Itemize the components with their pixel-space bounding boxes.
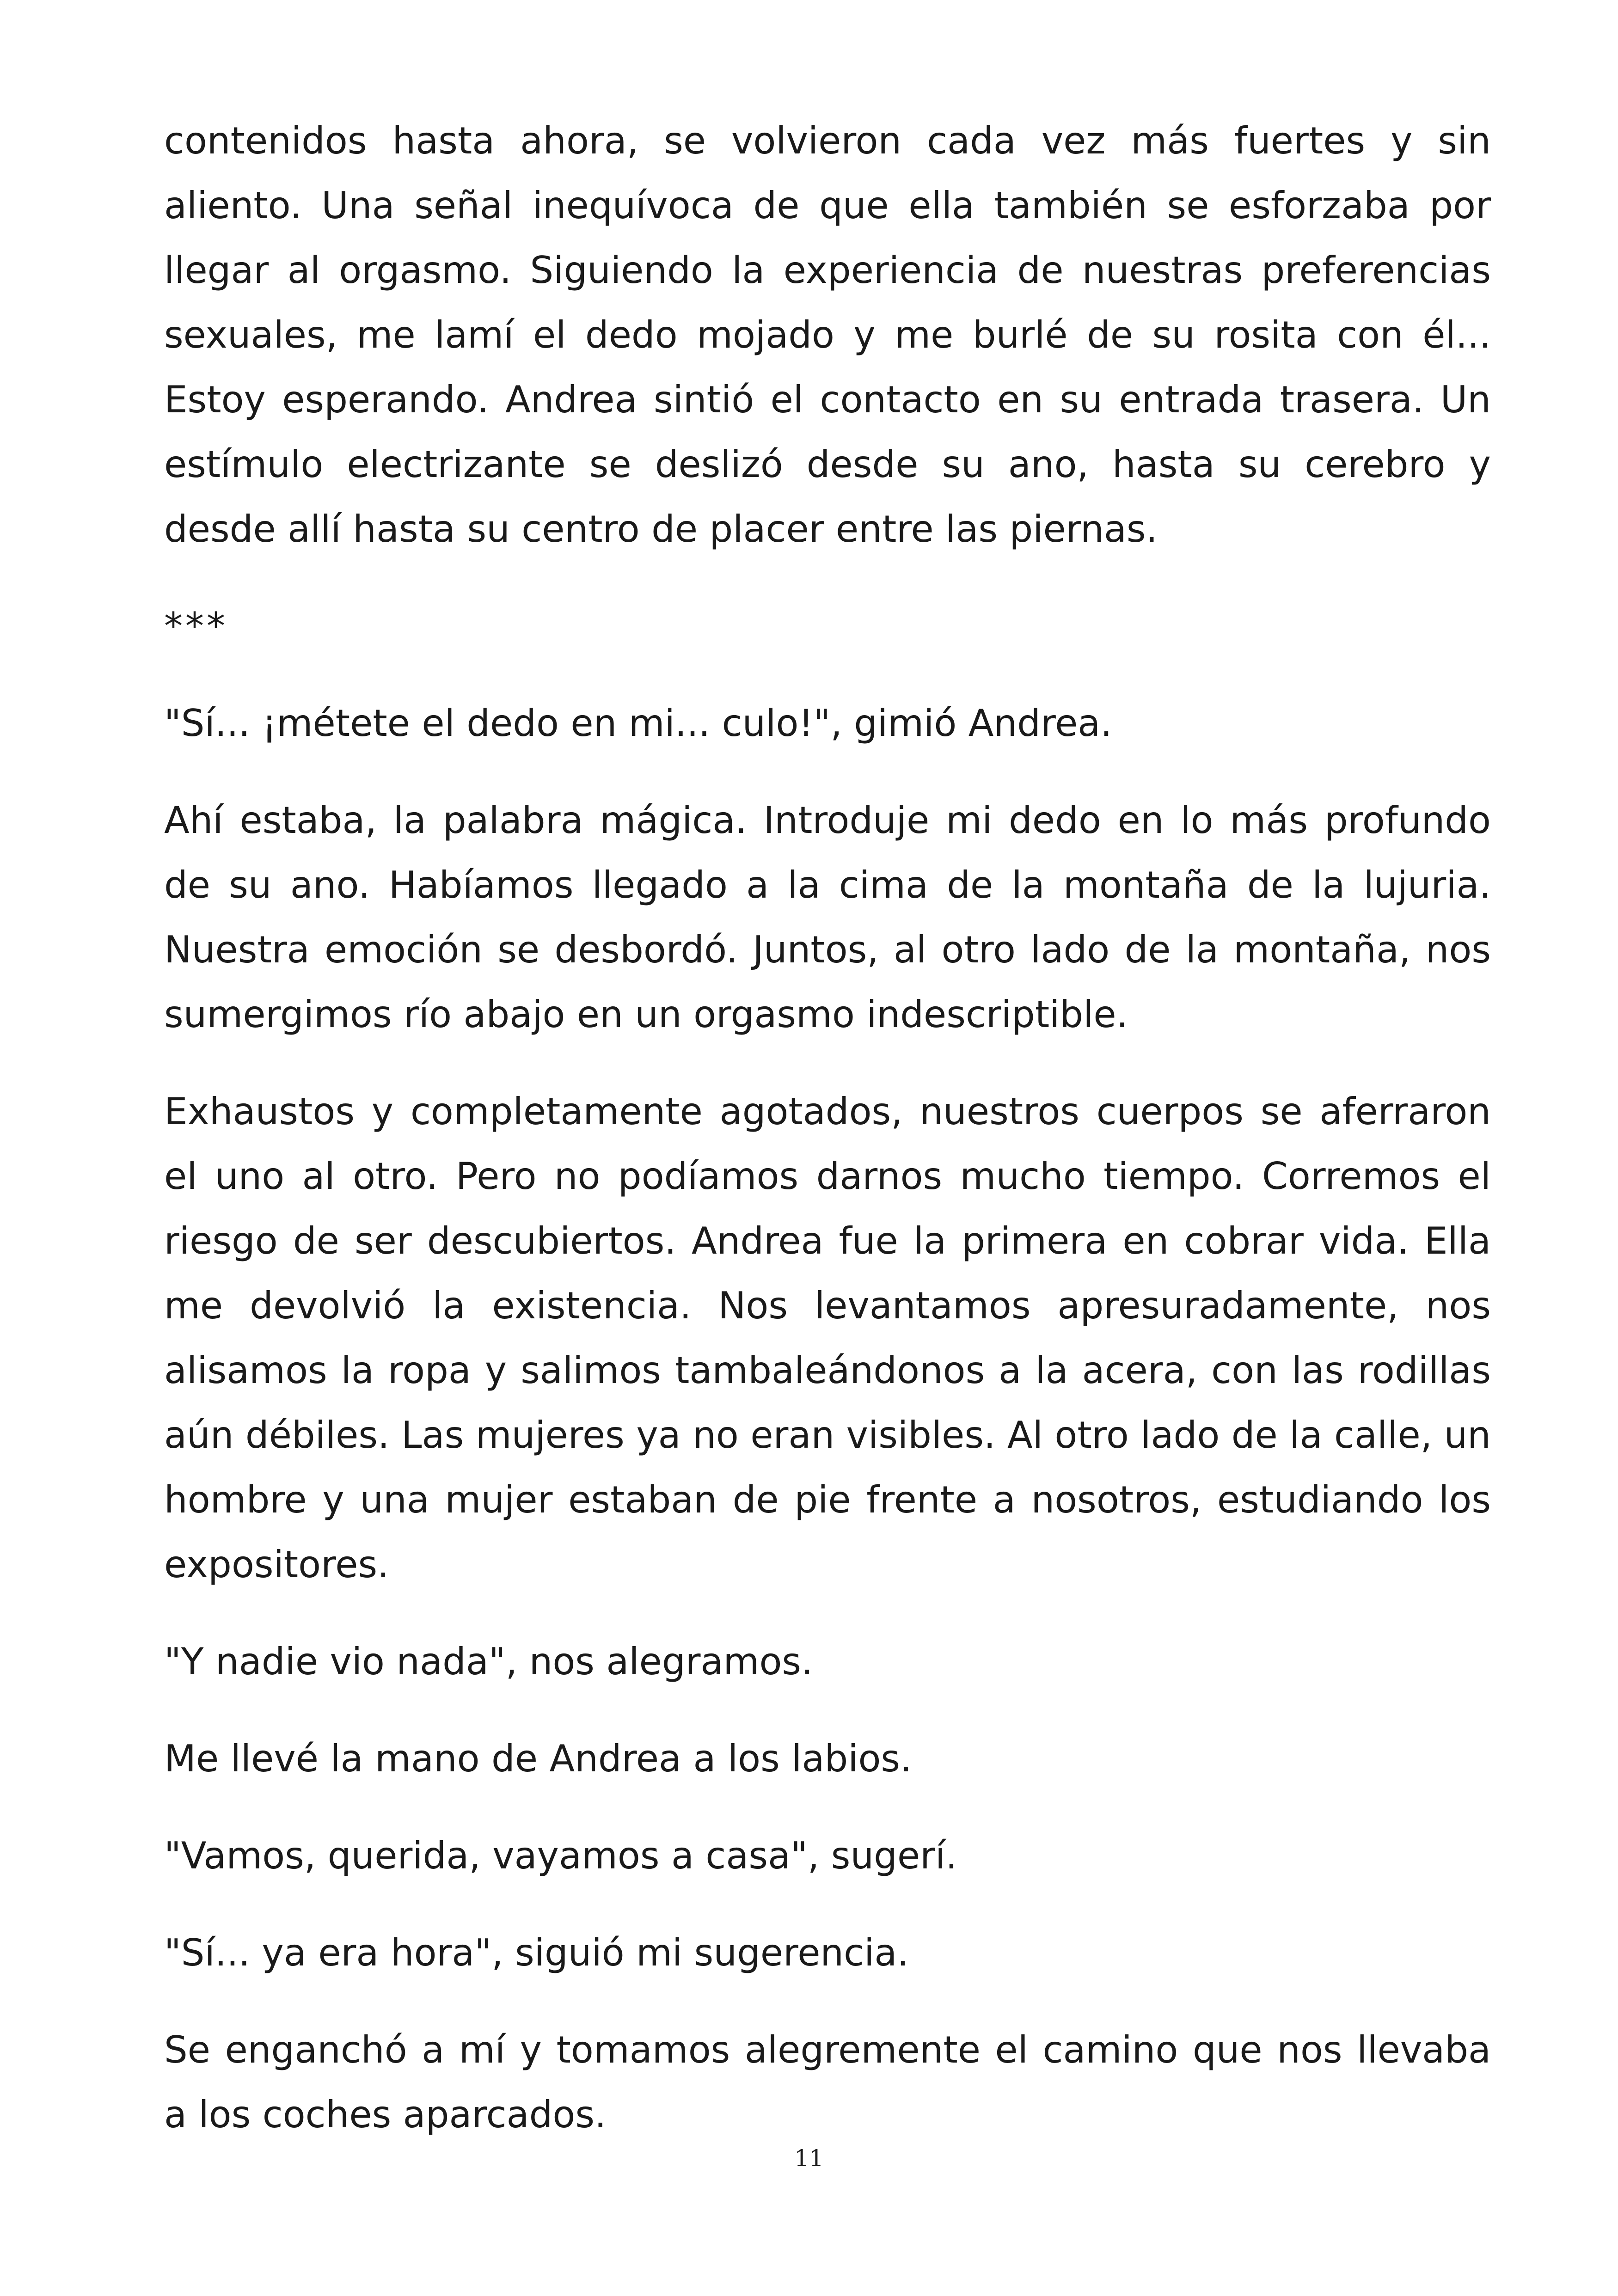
paragraph: Me llevé la mano de Andrea a los labios. — [164, 1737, 912, 1780]
body-text — [164, 109, 1491, 2180]
paragraph: contenidos hasta ahora, se volvieron cada vez más fuertes y sin aliento. Una señal inequívoca de que ella también se esforzaba por llegar al orgasmo. Siguiendo la experiencia de nuestras preferencias sexuales, me lamí el dedo mojado y me burlé de su rosita con él... Estoy esperando. Andrea sintió el contacto en su entrada trasera. Un estímulo electrizante se deslizó desde su ano, hasta su cerebro y desde allí hasta su centro de placer entre las piernas. — [164, 119, 1491, 551]
paragraph: "Y nadie vio nada", nos alegramos. — [164, 1640, 813, 1683]
paragraph: "Sí... ya era hora", siguió mi sugerencia. — [164, 1931, 909, 1974]
paragraph: Exhaustos y completamente agotados, nuestros cuerpos se aferraron el uno al otro. Pero no podíamos darnos mucho tiempo. Corremos el riesgo de ser descubiertos. Andrea fue la primera en cobrar vida. Ella me devolvió la existencia. Nos levantamos apresuradamente, nos alisamos la ropa y salimos tambaleándonos a la acera, con las rodillas aún débiles. Las mujeres ya no eran visibles. Al otro lado de la calle, un hombre y una mujer estaban de pie frente a nosotros, estudiando los expositores. — [164, 1090, 1491, 1586]
paragraph: "Sí... ¡métete el dedo en mi... culo!", gimió Andrea. — [164, 702, 1112, 745]
paragraph: "Vamos, querida, vayamos a casa", sugerí. — [164, 1834, 957, 1877]
paragraph: Ahí estaba, la palabra mágica. Introduje mi dedo en lo más profundo de su ano. Habíamos llegado a la cima de la montaña de la lujuria. Nuestra emoción se desbordó. Juntos, al otro lado de la montaña, nos sumergimos río abajo en un orgasmo indescriptible. — [164, 799, 1491, 1036]
page-number: 11 — [794, 2145, 824, 2172]
section-separator: *** — [164, 605, 228, 648]
paragraph: Se enganchó a mí y tomamos alegremente el camino que nos llevaba a los coches aparcados. — [164, 2028, 1491, 2136]
